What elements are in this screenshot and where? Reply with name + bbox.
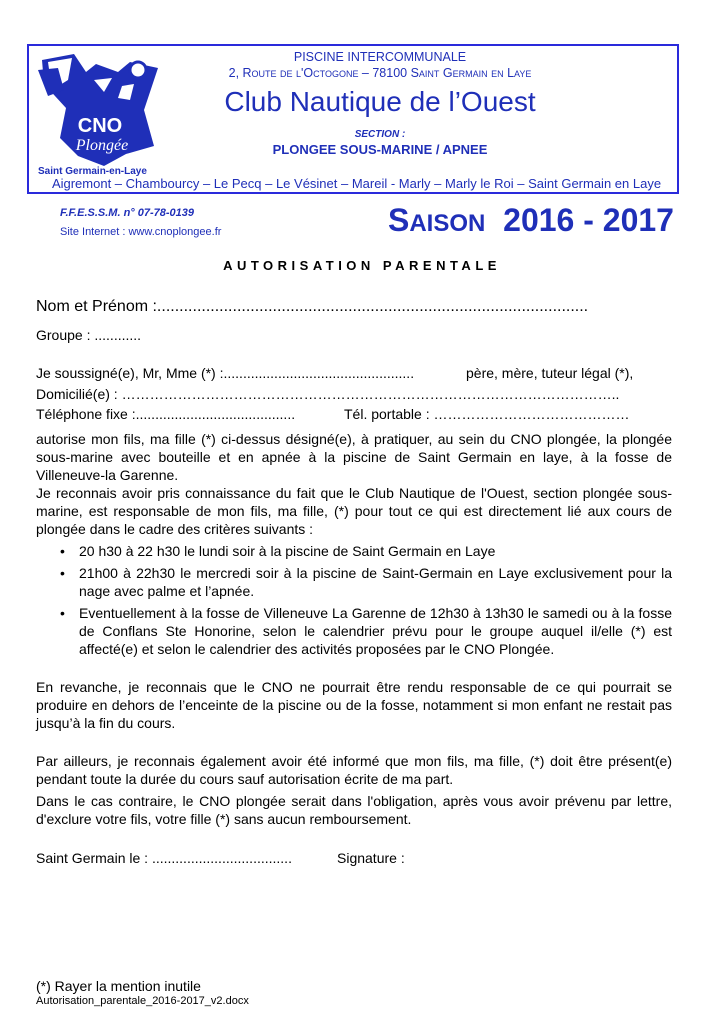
- logo-script: Plongée: [75, 137, 129, 154]
- list-item: • Eventuellement à la fosse de Villeneuve La Garenne de 12h30 à 13h30 le samedi ou à la fosse de Conflans Ste Honorine, selon le calendrier prévu pour le groupe auquel il/elle (*) est affecté(e) et selon le calendrier des activités proposées par le CNO Plongée.: [36, 604, 672, 658]
- pool-name: PISCINE INTERCOMMUNALE: [293, 50, 467, 64]
- paragraph-responsibility: Je reconnais avoir pris connaissance du fait que le Club Nautique de l'Ouest, section plongée sous-marine, est responsable de mon fils, ma fille, (*) pour tout ce qui est directement lié aux cours de plongée dans le cadre des critères suivants :: [36, 485, 672, 537]
- website-link[interactable]: Site Internet : www.cnoplongee.fr: [60, 226, 222, 238]
- paragraph-exclusion: Dans le cas contraire, le CNO plongée serait dans l'obligation, après vous avoir prévenu par lettre, d'exclure votre fils, votre fille (*) sans aucun remboursement.: [36, 793, 672, 827]
- season-word: AISON: [409, 210, 486, 237]
- group-field[interactable]: Groupe : ............: [36, 327, 142, 343]
- logo-text: CNO: [77, 115, 123, 137]
- pool-address: 2, Route de l'Octogone – 78100 Saint Germain en Laye: [228, 66, 532, 80]
- paragraph-disclaimer: En revanche, je reconnais que le CNO ne pourrait être rendu responsable de ce qui pourrait se produire en dehors de l’enceinte de la piscine ou de la fosse, notamment si mon enfant ne restait pas jusqu’à la fin du cours.: [36, 679, 672, 731]
- federation-number: F.F.E.S.S.M. n° 07-78-0139: [60, 207, 195, 219]
- name-field[interactable]: Nom et Prénom :.................................................................................................: [36, 298, 589, 315]
- member-towns: Aigremont – Chambourcy – Le Pecq – Le Vésinet – Mareil - Marly – Marly le Roi – Saint Germain en Laye: [51, 176, 662, 191]
- season-initial: S: [388, 202, 410, 238]
- document-title: AUTORISATION PARENTALE: [223, 258, 501, 273]
- landline-field[interactable]: Téléphone fixe :.........................................: [36, 406, 296, 422]
- season-title: [388, 202, 674, 239]
- logo-caption: Saint Germain-en-Laye: [38, 166, 147, 177]
- cno-logo: [34, 50, 168, 176]
- undersigned-field[interactable]: Je soussigné(e), Mr, Mme (*) :.................................................: [36, 365, 415, 381]
- address-field[interactable]: Domicilié(e) : ……………………………………………………………………………………………..: [36, 386, 620, 402]
- list-item: • 20 h30 à 22 h30 le lundi soir à la piscine de Saint Germain en Laye: [36, 542, 672, 560]
- schedule-list: [36, 542, 672, 658]
- list-item: • 21h00 à 22h30 le mercredi soir à la piscine de Saint-Germain en Laye exclusivement pour la nage avec palme et l’apnée.: [36, 564, 672, 600]
- section-label: SECTION :: [354, 129, 406, 140]
- signature-label: Signature :: [337, 850, 405, 866]
- mobile-field[interactable]: Tél. portable : ……………………………………: [344, 406, 630, 422]
- paragraph-authorization: autorise mon fils, ma fille (*) ci-dessus désigné(e), à pratiquer, au sein du CNO plongée, la plongée sous-marine avec bouteille et en apnée à la piscine de Saint Germain en laye, à la fosse de Villeneuve-la Garenne.: [36, 431, 672, 483]
- footnote: (*) Rayer la mention inutile: [36, 978, 201, 994]
- file-name: Autorisation_parentale_2016-2017_v2.docx: [36, 995, 249, 1007]
- date-place-field[interactable]: Saint Germain le : ....................................: [36, 850, 292, 866]
- parent-role: père, mère, tuteur légal (*),: [466, 365, 634, 381]
- section-name: PLONGEE SOUS-MARINE / APNEE: [272, 142, 488, 157]
- club-title: Club Nautique de l’Ouest: [224, 86, 536, 117]
- paragraph-attendance: Par ailleurs, je reconnais également avoir été informé que mon fils, ma fille, (*) doit être présent(e) pendant toute la durée du cours sauf autorisation écrite de ma part.: [36, 753, 672, 787]
- season-years: 2016 - 2017: [503, 202, 674, 238]
